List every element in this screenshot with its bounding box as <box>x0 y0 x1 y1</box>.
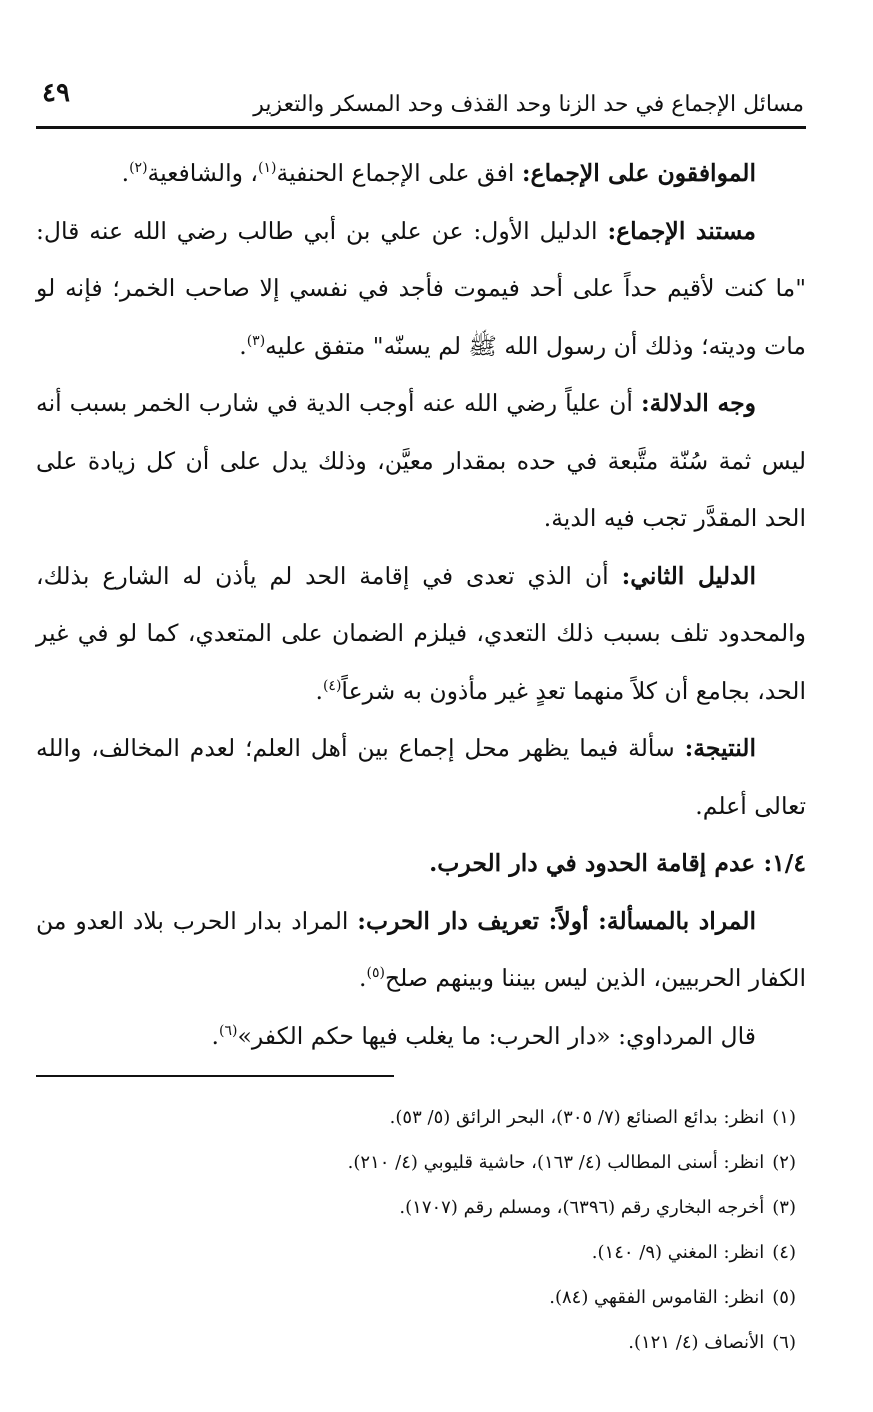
paragraph-text: الدليل الأول: عن علي بن أبي طالب رضي الله عنه قال: "ما كنت لأقيم حداً على أحد فيموت فأجد في نفسي إلا صاحب الخمر؛ فإنه لو مات وديته؛ وذلك أن رسول الله ﷺ لم يسنّه" متفق عليه <box>36 216 806 360</box>
paragraph-lead: المراد بالمسألة: أولاً: تعريف دار الحرب: <box>357 906 756 935</box>
book-page <box>36 70 806 1370</box>
footnote-number: (٢) <box>772 1152 796 1173</box>
footnote-item <box>36 1185 806 1230</box>
paragraph-quote <box>36 1008 806 1066</box>
footnote-item <box>36 1095 806 1140</box>
footnote-item <box>36 1140 806 1185</box>
paragraph-indication <box>36 375 806 548</box>
paragraph-lead: النتيجة: <box>684 734 756 762</box>
footnote-ref: (١) <box>258 160 277 176</box>
footnote-number: (١) <box>772 1107 796 1128</box>
paragraph-evidence-one <box>36 203 806 376</box>
footnote-number: (٤) <box>772 1242 796 1263</box>
paragraph-text: أن علياً رضي الله عنه أوجب الدية في شارب الخمر بسبب أنه ليس ثمة سُنّة متَّبعة في حده بمقدار معيَّن، وذلك يدل على أن كل زيادة على الحد المقدَّر تجب فيه الدية. <box>36 389 806 532</box>
paragraph-definition <box>36 893 806 1008</box>
footnote-number: (٦) <box>772 1332 796 1353</box>
paragraph-text: افق على الإجماع الحنفية <box>276 159 522 187</box>
paragraph-text: سألة فيما يظهر محل إجماع بين أهل العلم؛ لعدم المخالف، والله تعالى أعلم. <box>36 734 806 820</box>
page-number: ٤٩ <box>42 78 70 108</box>
footnote-ref: (٦) <box>218 1022 238 1039</box>
paragraph-text: ، والشافعية <box>147 159 259 187</box>
paragraph-text: . <box>121 159 130 187</box>
footnote-text: انظر: المغني (٩/ ١٤٠). <box>591 1242 765 1263</box>
paragraph-text: قال المرداوي: «دار الحرب: ما يغلب فيها حكم الكفر» <box>237 1021 756 1050</box>
paragraph-lead: مستند الإجماع: <box>607 216 757 245</box>
footnote-divider <box>36 1075 394 1077</box>
paragraph-text: . <box>211 1021 219 1050</box>
paragraph-text: . <box>315 676 323 705</box>
footnote-ref: (٢) <box>129 160 148 176</box>
paragraph-lead: الموافقون على الإجماع: <box>521 159 756 187</box>
footnote-text: انظر: أسنى المطالب (٤/ ١٦٣)، حاشية قليوبي (٤/ ٢١٠). <box>347 1152 765 1173</box>
footnote-text: انظر: بدائع الصنائع (٧/ ٣٠٥)، البحر الرائق (٥/ ٥٣). <box>389 1107 765 1128</box>
running-header <box>36 70 806 129</box>
footnote-ref: (٣) <box>246 332 266 349</box>
footnote-ref: (٤) <box>322 677 342 694</box>
footnote-item <box>36 1320 806 1365</box>
section-heading: ١/٤: عدم إقامة الحدود في دار الحرب. <box>429 849 806 877</box>
paragraph-lead: الدليل الثاني: <box>621 561 757 590</box>
running-title: مسائل الإجماع في حد الزنا وحد القذف وحد المسكر والتعزير <box>253 92 804 117</box>
paragraph-text: . <box>239 331 247 360</box>
paragraph-text: . <box>359 964 367 992</box>
footnote-item <box>36 1275 806 1320</box>
footnote-ref: (٥) <box>366 965 385 981</box>
paragraph-text: أن الذي تعدى في إقامة الحد لم يأذن له الشارع بذلك، والمحدود تلف بسبب ذلك التعدي، فيلزم الضمان على المتعدي، كما لو في غير الحد، بجامع أن كلاً منهما تعدٍ غير مأذون به شرعاً <box>36 561 806 705</box>
footnote-text: الأنصاف (٤/ ١٢١). <box>628 1332 765 1353</box>
paragraph-text: المراد بدار الحرب بلاد العدو من الكفار الحربيين، الذين ليس بيننا وبينهم صلح <box>36 906 806 992</box>
footnote-text: انظر: القاموس الفقهي (٨٤). <box>549 1287 765 1308</box>
paragraph-agreeing-scholars <box>36 145 806 203</box>
footnote-item <box>36 1230 806 1275</box>
footnote-number: (٣) <box>772 1197 796 1218</box>
footnote-number: (٥) <box>772 1287 796 1308</box>
footnotes <box>36 1095 806 1365</box>
paragraph-evidence-two <box>36 548 806 721</box>
paragraph-result <box>36 720 806 835</box>
main-text <box>36 145 806 1065</box>
paragraph-lead: وجه الدلالة: <box>640 389 756 417</box>
footnote-text: أخرجه البخاري رقم (٦٣٩٦)، ومسلم رقم (١٧٠٧). <box>399 1197 765 1218</box>
